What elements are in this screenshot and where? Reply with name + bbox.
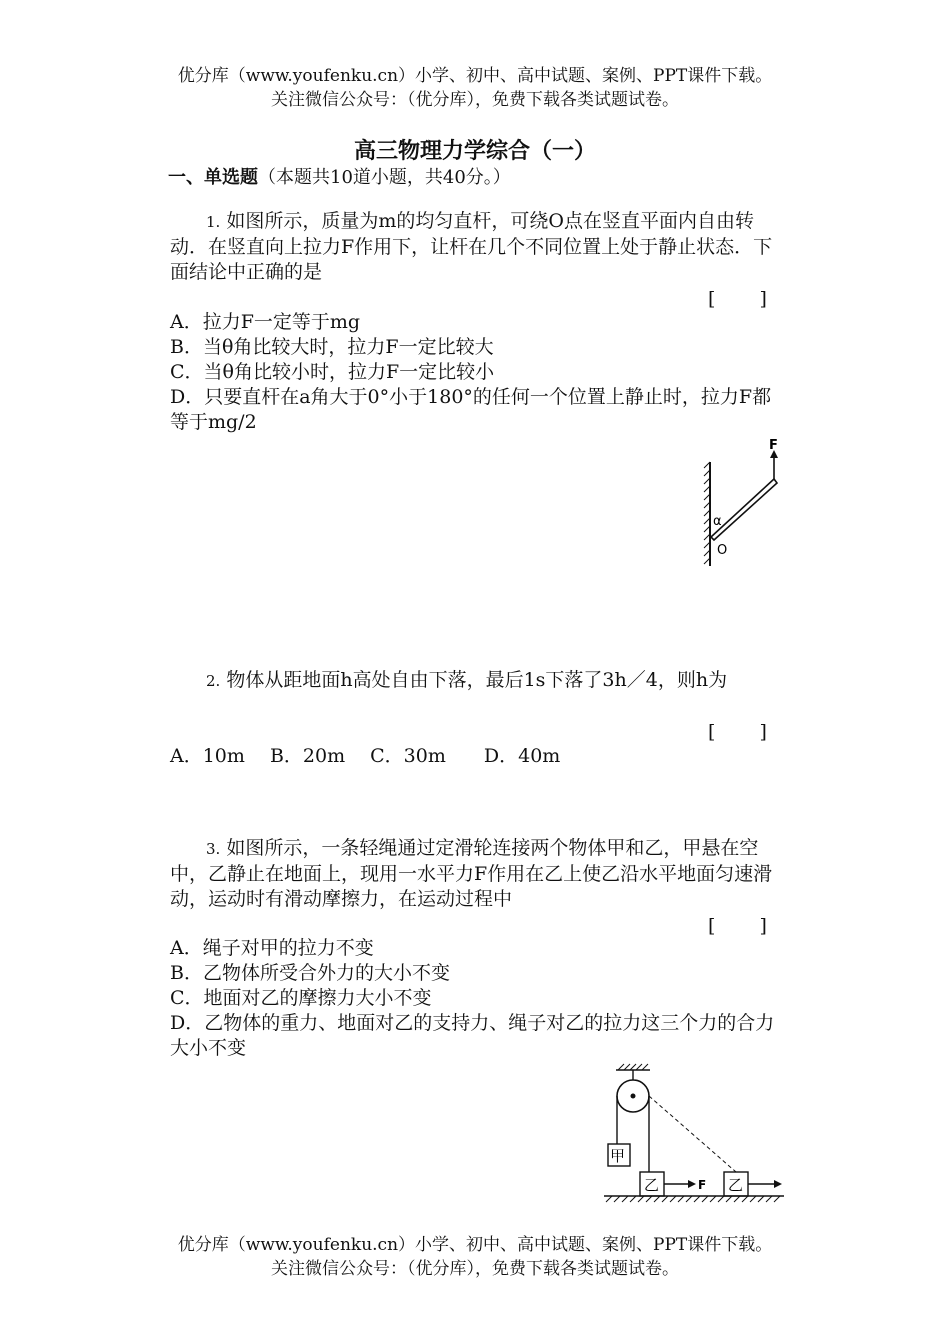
footer-line-1: 优分库（www.youfenku.cn）小学、初中、高中试题、案例、PPT课件下载。	[177, 1235, 773, 1255]
angle-label: α	[713, 514, 722, 529]
question-3-option-d: D．乙物体的重力、地面对乙的支持力、绳子对乙的拉力这三个力的合力大小不变	[170, 1012, 775, 1059]
question-3-stem	[170, 836, 782, 912]
question-1-answer-bracket: [ ]	[708, 288, 767, 310]
rod	[711, 479, 777, 540]
block-yi-initial-label: 乙	[644, 1176, 660, 1194]
question-3-text: 如图所示，一条轻绳通过定滑轮连接两个物体甲和乙，甲悬在空中，乙静止在地面上，现用一水平力F作用在乙上使乙沿水平地面匀速滑动，运动时有滑动摩擦力，在运动过程中	[170, 837, 773, 910]
question-2-answer-bracket: [ ]	[708, 721, 767, 743]
header-line-2: 关注微信公众号：（优分库），免费下载各类试题试卷。	[271, 90, 679, 110]
ceiling-hatching	[618, 1064, 648, 1070]
page-title: 高三物理力学综合（一）	[353, 139, 596, 164]
question-1-option-d: D．只要直杆在a角大于0°小于180°的任何一个位置上静止时，拉力F都等于mg/2	[170, 386, 772, 433]
question-1-text: 如图所示，质量为m的均匀直杆，可绕O点在竖直平面内自由转动．在竖直向上拉力F作用下，让杆在几个不同位置上处于静止状态．下面结论中正确的是	[170, 210, 773, 283]
question-3-number: 3.	[206, 840, 221, 858]
question-2-text: 物体从距地面h高处自由下落，最后1s下落了3h／4，则h为	[226, 669, 728, 691]
question-1-option-b: B．当θ角比较大时，拉力F一定比较大	[170, 336, 494, 358]
question-1-figure	[690, 436, 790, 572]
ground-hatching	[606, 1196, 780, 1202]
question-2-number: 2.	[206, 672, 221, 690]
section-heading-label: 一、单选题	[168, 167, 258, 188]
question-2-options: A．10m B．20m C．30m D．40m	[170, 745, 561, 767]
footer-line-2: 关注微信公众号：（优分库），免费下载各类试题试卷。	[271, 1259, 679, 1279]
block-yi-later-label: 乙	[728, 1176, 744, 1194]
motion-arrowhead	[774, 1180, 782, 1188]
question-2-stem	[170, 668, 782, 694]
question-3-answer-bracket: [ ]	[708, 915, 767, 937]
pulley-axle	[631, 1094, 636, 1099]
block-jia-label: 甲	[610, 1147, 626, 1165]
question-1-stem	[170, 209, 782, 285]
header-line-1: 优分库（www.youfenku.cn）小学、初中、高中试题、案例、PPT课件下载。	[177, 66, 773, 86]
force-arrowhead	[688, 1180, 696, 1188]
section-heading	[168, 163, 511, 189]
section-heading-note: （本题共10道小题，共40分。）	[258, 167, 511, 188]
force-label: F	[698, 1178, 707, 1192]
question-3-figure	[600, 1058, 790, 1206]
rope-later-position	[649, 1096, 736, 1172]
question-3-option-c: C．地面对乙的摩擦力大小不变	[170, 987, 432, 1009]
question-3-option-b: B．乙物体所受合外力的大小不变	[170, 962, 450, 984]
question-1-option-a: A．拉力F一定等于mg	[170, 311, 361, 333]
question-1-number: 1.	[206, 213, 221, 231]
pivot-label: O	[717, 543, 728, 558]
question-3-option-a: A．绳子对甲的拉力不变	[170, 937, 374, 959]
question-1-option-c: C．当θ角比较小时，拉力F一定比较小	[170, 361, 495, 383]
force-label: F	[769, 438, 778, 453]
